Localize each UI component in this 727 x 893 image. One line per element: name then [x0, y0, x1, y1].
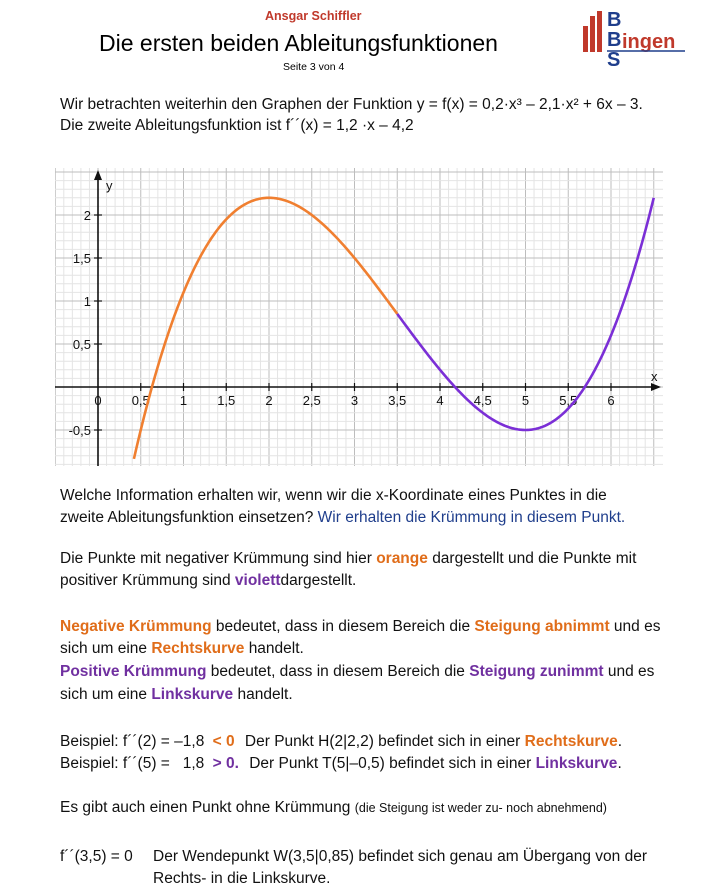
x-tick-label: 2,5: [302, 393, 321, 408]
y-axis-label: y: [106, 178, 113, 193]
example-end: .: [617, 755, 622, 772]
x-tick-label: 0,5: [131, 393, 150, 408]
logo-bar-2: [590, 16, 595, 52]
positive-text-b: und es: [607, 663, 655, 680]
x-tick-label: 4,5: [473, 393, 492, 408]
example-2: [60, 753, 622, 774]
y-tick-label: 2: [83, 208, 91, 223]
y-tick-label: 1: [83, 294, 91, 309]
no-curvature-main: Es gibt auch einen Punkt ohne Krümmung: [60, 799, 351, 816]
colors-violett-word: violett: [234, 572, 281, 589]
negative-text-a: bedeutet, dass in diesem Bereich die: [215, 618, 471, 635]
negative-term: Negative Krümmung: [60, 618, 212, 635]
negative-curve-word: Rechtskurve: [151, 640, 245, 657]
x-tick-label: 6: [607, 393, 615, 408]
x-tick-label: 3,5: [388, 393, 407, 408]
logo-letter-b1: B: [607, 9, 622, 31]
question-answer: Wir erhalten die Krümmung in diesem Punkt.: [317, 509, 626, 526]
negative-line-2: [60, 638, 304, 659]
inflection-line-2: Rechts- in die Linkskurve.: [153, 870, 331, 887]
question-text: zweite Ableitungsfunktion einsetzen?: [60, 509, 314, 526]
positive-line-2: [60, 684, 293, 705]
example-expression: f´´(5) = 1,8: [122, 755, 205, 772]
negative-text-d: handelt.: [248, 640, 304, 657]
positive-curve-word: Linkskurve: [151, 686, 234, 703]
page-info: Seite 3 von 4: [283, 61, 345, 73]
no-curvature-line: [60, 797, 607, 819]
bbs-bingen-logo: [577, 8, 689, 70]
positive-text-d: handelt.: [237, 686, 293, 703]
x-axis-arrow: [651, 383, 661, 391]
colors-text-b: dargestellt und die Punkte mit: [432, 550, 637, 567]
positive-line-1: [60, 661, 654, 682]
x-tick-label: 2: [265, 393, 273, 408]
example-label: Beispiel:: [60, 733, 119, 750]
example-expression: f´´(2) = –1,8: [122, 733, 205, 750]
colors-line-2: [60, 570, 356, 591]
negative-text-b: und es: [613, 618, 661, 635]
colors-orange-word: orange: [376, 550, 428, 567]
logo-bar-1: [583, 26, 588, 52]
example-text: Der Punkt T(5|–0,5) befindet sich in einer: [249, 755, 532, 772]
y-tick-label: 0,5: [72, 337, 91, 352]
positive-slope: Steigung zunimmt: [469, 663, 604, 680]
logo-bar-3: [597, 11, 602, 52]
example-end: .: [617, 733, 623, 750]
x-tick-label: 3: [350, 393, 359, 408]
colors-text-a: Die Punkte mit negativer Krümmung sind hier: [60, 550, 372, 567]
colors-line-1: [60, 548, 636, 569]
example-curve-word: Rechtskurve: [524, 733, 618, 750]
x-tick-label: 4: [436, 393, 444, 408]
intro-line-1: Wir betrachten weiterhin den Graphen der Funktion y = f(x) = 0,2·x³ – 2,1·x² + 6x – 3.: [60, 96, 643, 113]
x-tick-label: 5: [521, 393, 530, 408]
example-curve-word: Linkskurve: [535, 755, 618, 772]
y-tick-label: -0,5: [68, 423, 91, 438]
question-line-2: [60, 507, 625, 528]
positive-term: Positive Krümmung: [60, 663, 207, 680]
no-curvature-paren: (die Steigung ist weder zu- noch abnehmend): [354, 801, 607, 815]
example-label: Beispiel:: [60, 755, 119, 772]
x-tick-label: 0: [94, 393, 102, 408]
negative-line-1: [60, 616, 660, 637]
negative-slope: Steigung abnimmt: [474, 618, 610, 635]
function-graph: [55, 168, 663, 466]
logo-word: ingen: [622, 31, 676, 53]
page-title: Die ersten beiden Ableitungsfunktionen: [99, 30, 498, 56]
positive-text-a: bedeutet, dass in diesem Bereich die: [210, 663, 465, 680]
colors-text-c: positiver Krümmung sind: [60, 572, 231, 589]
curve-negative-curvature: [131, 198, 397, 459]
grid: [55, 168, 663, 466]
x-axis-label: x: [651, 369, 658, 384]
x-tick-label: 1,5: [217, 393, 236, 408]
negative-text-c: sich um eine: [60, 640, 148, 657]
inflection-expression: f´´(3,5) = 0: [60, 848, 133, 865]
example-1: [60, 731, 622, 752]
colors-text-d: dargestellt.: [280, 572, 357, 589]
logo-letter-b2: B: [607, 29, 622, 51]
example-text: Der Punkt H(2|2,2) befindet sich in einer: [244, 733, 521, 750]
question-line-1: Welche Information erhalten wir, wenn wir die x-Koordinate eines Punktes in die: [60, 487, 607, 504]
inflection-line-1: Der Wendepunkt W(3,5|0,85) befindet sich genau am Übergang von der: [153, 848, 648, 865]
x-tick-label: 5,5: [559, 393, 578, 408]
intro-line-2: Die zweite Ableitungsfunktion ist f´´(x) = 1,2 ·x – 4,2: [60, 117, 414, 134]
y-tick-label: 1,5: [72, 251, 91, 266]
author-name: Ansgar Schiffler: [265, 9, 362, 23]
example-sign: > 0.: [212, 755, 239, 772]
logo-letter-s: S: [607, 49, 621, 70]
positive-text-c: sich um eine: [60, 686, 148, 703]
x-tick-label: 1: [179, 393, 188, 408]
example-sign: < 0: [212, 733, 235, 750]
